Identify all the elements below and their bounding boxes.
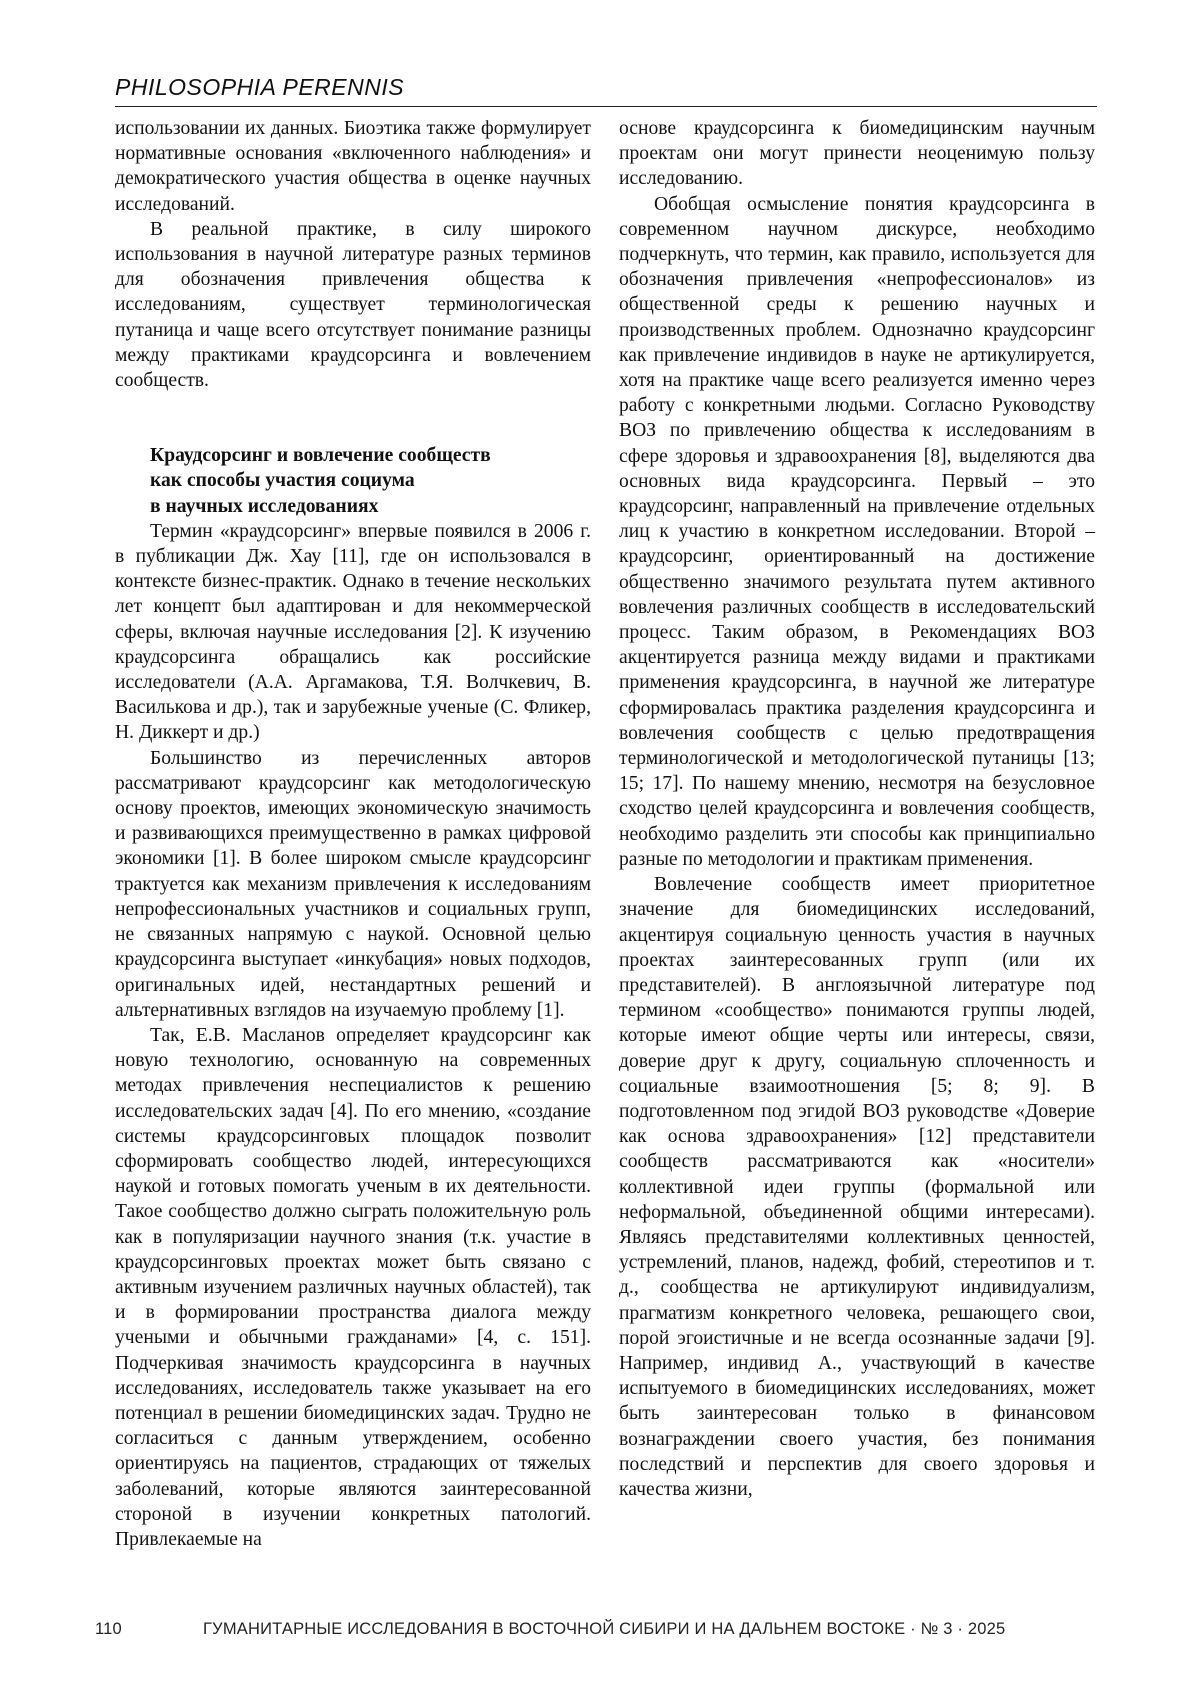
paragraph: Вовлечение сообществ имеет приоритетное значение для биомедицинских исследований, акцентируя социальную ценность участия в научных проектах заинтересованных групп (или их представителей). В англоязычной литературе под термином «сообщество» понимаются группы людей, которые имеют общие черты или интересы, связи, доверие друг к другу, социальную сплоченность и социальные взаимоотношения [5; 8; 9]. В подготовленном под эгидой ВОЗ руководстве «Доверие как основа здравоохранения» [12] представители сообществ рассматриваются как «носители» коллективной идеи группы (формальной или неформальной, объединенной общими интересами). Являясь представителями коллективных ценностей, устремлений, планов, надежд, фобий, стереотипов и т. д., сообщества не артикулируют индивидуализм, прагматизм конкретного человека, решающего свои, порой эгоистичные и не всегда осознанные задачи [9]. Например, индивид А., участвующий в качестве испытуемого в биомедицинских исследованиях, может быть заинтересован только в финансовом вознаграждении своего участия, без понимания последствий и перспектив для своего здоровья и качества жизни, xyxy=(619,874,1095,1500)
section-heading xyxy=(115,443,591,519)
paragraph: Обобщая осмысление понятия краудсорсинга в современном научном дискурсе, необходимо подчеркнуть, что термин, как правило, используется для обозначения привлечения «непрофессионалов» из общественной среды к решению научных и производственных проблем. Однозначно краудсорсинг как привлечение индивидов в науке не артикулируется, хотя на практике чаще всего реализуется именно через работу с конкретными людьми. Согласно Руководству ВОЗ по привлечению общества к исследованиям в сфере здоровья и здравоохранения [8], выделяются два основных вида краудсорсинга. Первый – это краудсорсинг, направленный на привлечение отдельных лиц к участию в конкретном исследовании. Второй – краудсорсинг, ориентированный на достижение общественно значимого результата путем активного вовлечения различных сообществ в исследовательский процесс. Таким образом, в Рекомендациях ВОЗ акцентируется разница между видами и практиками применения краудсорсинга, в научной же литературе сформировалась практика разделения краудсорсинга и вовлечения сообществ с целью предотвращения терминологической и методологической путаницы [13; 15; 17]. По нашему мнению, несмотря на безусловное сходство целей краудсорсинга и вовлечения сообществ, необходимо разделить эти способы как принципиально разные по методологии и практикам применения. xyxy=(619,193,1095,870)
paragraph: использовании их данных. Биоэтика также формулирует нормативные основания «включенного наблюдения» и демократического участия общества в оценке научных исследований. xyxy=(115,118,591,215)
journal-title: ГУМАНИТАРНЫЕ ИССЛЕДОВАНИЯ В ВОСТОЧНОЙ СИБИРИ И НА ДАЛЬНЕМ ВОСТОКЕ · № 3 · 2025 xyxy=(203,1620,1006,1638)
header-rule xyxy=(115,106,1097,107)
paragraph: Термин «краудсорсинг» впервые появился в 2006 г. в публикации Дж. Хау [11], где он использовался в контексте бизнес-практик. Однако в течение нескольких лет концепт был адаптирован и для некоммерческой сферы, включая научные исследования [2]. К изучению краудсорсинга обращались как российские исследователи (А.А. Аргамакова, Т.Я. Волчкевич, В. Василькова и др.), так и зарубежные ученые (С. Фликер, Н. Диккерт и др.) xyxy=(115,520,591,744)
paragraph: Так, Е.В. Масланов определяет краудсорсинг как новую технологию, основанную на современных методах привлечения неспециалистов к решению исследовательских задач [4]. По его мнению, «создание системы краудсорсинговых площадок позволит сформировать сообщество людей, интересующихся наукой и готовых помогать ученым в их деятельности. Такое сообщество должно сыграть положительную роль как в популяризации научного знания (т.к. участие в краудсорсинговых проектах может быть связано с активным изучением различных научных областей), так и в формировании пространства диалога между учеными и обычными гражданами» [4, с. 151]. Подчеркивая значимость краудсорсинга в научных исследованиях, исследователь также указывает на его потенциал в решении биомедицинских задач. Трудно не согласиться с данным утверждением, особенно ориентируясь на пациентов, страдающих от тяжелых заболеваний, которые являются заинтересованной стороной в изучении конкретных патологий. Привлекаемые на xyxy=(115,1024,591,1550)
section-heading-line: в научных исследованиях xyxy=(150,495,379,517)
section-heading-line: Краудсорсинг и вовлечение сообществ xyxy=(150,445,491,467)
paragraph: В реальной практике, в силу широкого использования в научной литературе разных терминов для обозначения привлечения общества к исследованиям, существует терминологическая путаница и чаще всего отсутствует понимание разницы между практиками краудсорсинга и вовлечением сообществ. xyxy=(115,218,591,392)
paragraph: Большинство из перечисленных авторов рассматривают краудсорсинг как методологическую основу проектов, имеющих экономическую значимость и развивающихся преимущественно в рамках цифровой экономики [1]. В более широком смысле краудсорсинг трактуется как механизм привлечения к исследованиям непрофессиональных участников и социальных групп, не связанных напрямую с наукой. Основной целью краудсорсинга выступает «инкубация» новых подходов, оригинальных идей, нестандартных решений и альтернативных взглядов на изучаемую проблему [1]. xyxy=(115,747,591,1021)
right-column xyxy=(619,116,1095,1502)
page-number: 110 xyxy=(95,1620,122,1638)
left-column xyxy=(115,116,591,1552)
running-header: PHILOSOPHIA PERENNIS xyxy=(115,74,405,100)
paragraph: основе краудсорсинга к биомедицинским научным проектам они могут принести неоценимую пользу исследованию. xyxy=(619,118,1095,190)
section-heading-line: как способы участия социума xyxy=(150,470,415,492)
